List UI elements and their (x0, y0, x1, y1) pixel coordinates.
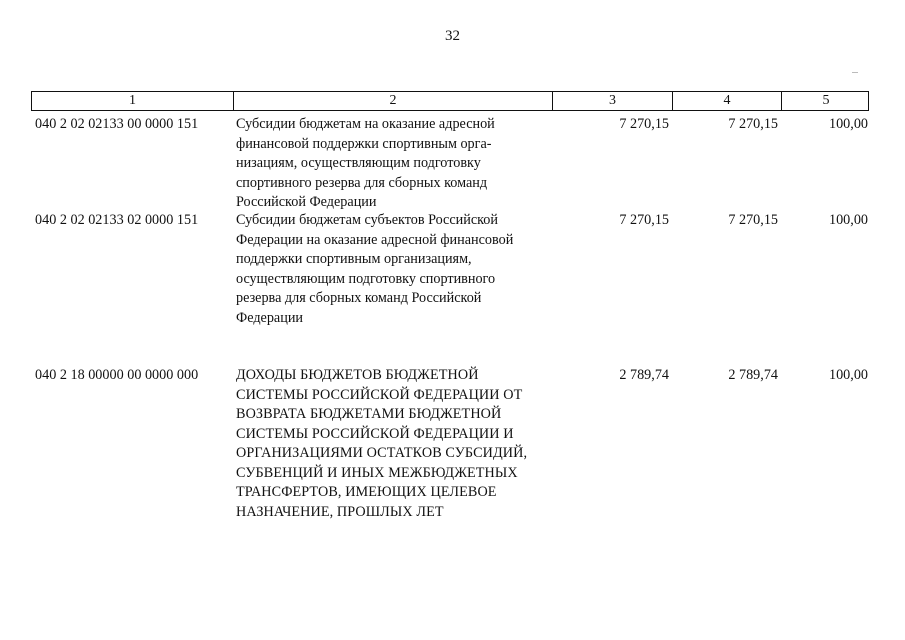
row-name-line: резерва для сборных команд Российской (236, 290, 482, 306)
row-name-line: Субсидии бюджетам на оказание адресной (236, 116, 495, 132)
row-name-line: поддержки спортивным организациям, (236, 251, 472, 267)
row-col4-value: 2 789,74 (728, 367, 778, 383)
row-code: 040 2 02 02133 02 0000 151 (35, 212, 199, 228)
column-header-3: 3 (552, 92, 672, 110)
row-code: 040 2 18 00000 00 0000 000 (35, 367, 199, 383)
row-code: 040 2 02 02133 00 0000 151 (35, 116, 199, 132)
row-col3-value: 7 270,15 (619, 116, 669, 132)
row-name-line: НАЗНАЧЕНИЕ, ПРОШЛЫХ ЛЕТ (236, 503, 444, 520)
row-name (236, 211, 576, 328)
row-name-line: СУБВЕНЦИЙ И ИНЫХ МЕЖБЮДЖЕТНЫХ (236, 464, 518, 481)
row-name (236, 366, 576, 522)
row-name-line: Российской Федерации (236, 194, 377, 210)
column-header-2: 2 (233, 92, 552, 110)
table-header (31, 91, 869, 111)
row-name-line: спортивного резерва для сборных команд (236, 174, 488, 191)
row-col5-value: 100,00 (828, 367, 868, 383)
row-name-line: осуществляющим подготовку спортивного (236, 270, 496, 287)
row-name-line: Субсидии бюджетам субъектов Российской (236, 212, 498, 228)
row-col5-value: 100,00 (828, 212, 868, 228)
column-header-4: 4 (672, 92, 781, 110)
row-name (236, 115, 576, 213)
row-name-line: Федерации (236, 309, 304, 326)
row-col3-value: 2 789,74 (619, 367, 669, 383)
page-number: 32 (445, 28, 460, 44)
row-col4-value: 7 270,15 (728, 116, 778, 132)
row-name-line: ТРАНСФЕРТОВ, ИМЕЮЩИХ ЦЕЛЕВОЕ (236, 484, 497, 500)
row-name-line: финансовой поддержки спортивным орга- (236, 135, 492, 152)
row-col4-value: 7 270,15 (728, 212, 778, 228)
row-name-line: СИСТЕМЫ РОССИЙСКОЙ ФЕДЕРАЦИИ И (236, 425, 514, 442)
row-name-line: ВОЗВРАТА БЮДЖЕТАМИ БЮДЖЕТНОЙ (236, 406, 502, 422)
column-header-5: 5 (781, 92, 870, 110)
row-name-line: Федерации на оказание адресной финансовой (236, 231, 514, 248)
column-header-1: 1 (129, 93, 136, 108)
row-name-line: ДОХОДЫ БЮДЖЕТОВ БЮДЖЕТНОЙ (236, 367, 479, 383)
row-name-line: низациям, осуществляющим подготовку (236, 155, 481, 171)
row-name-line: СИСТЕМЫ РОССИЙСКОЙ ФЕДЕРАЦИИ ОТ (236, 386, 523, 403)
row-name-line: ОРГАНИЗАЦИЯМИ ОСТАТКОВ СУБСИДИЙ, (236, 445, 528, 461)
margin-mark (852, 72, 858, 73)
row-col3-value: 7 270,15 (619, 212, 669, 228)
row-col5-value: 100,00 (828, 116, 868, 132)
